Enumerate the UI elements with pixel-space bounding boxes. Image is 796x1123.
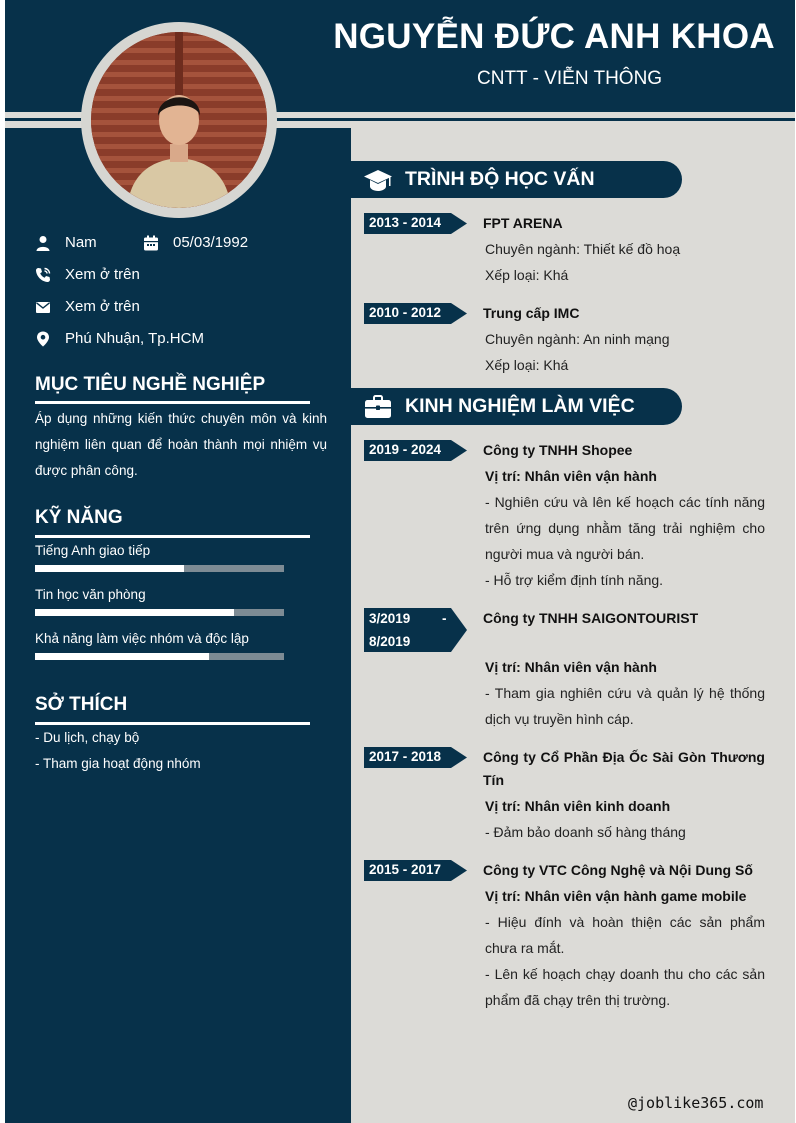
hobbies-rule [35,722,310,725]
skill-label: Tin học văn phòng [35,587,146,602]
experience-company: Công ty VTC Công Nghệ và Nội Dung Số [483,862,753,878]
briefcase-icon [363,392,393,422]
birthdate-row [143,234,248,251]
experience-position: Vị trí: Nhân viên vận hành [485,659,657,675]
gender-row [35,234,97,251]
education-heading: TRÌNH ĐỘ HỌC VẤN [405,168,595,190]
experience-period-tag [364,860,467,881]
address-row [35,330,204,347]
experience-duty: - Tham gia nghiên cứu và quản lý hệ thống dịch vụ truyền hình cáp. [485,685,765,727]
experience-heading: KINH NGHIỆM LÀM VIỆC [405,395,635,417]
hobby-item: - Tham gia hoạt động nhóm [35,756,201,771]
skill-bar [35,565,284,572]
objective-rule [35,401,310,404]
candidate-subtitle: CNTT - VIỄN THÔNG [477,68,663,89]
envelope-icon [35,299,51,315]
objective-heading: MỤC TIÊU NGHỀ NGHIỆP [35,374,266,395]
experience-period-start: 3/2019 [369,611,411,626]
hobby-item: - Du lịch, chạy bộ [35,730,140,745]
experience-period-tag [364,608,467,652]
email-text: Xem ở trên [65,298,140,315]
experience-company: Công ty TNHH Shopee [483,442,633,458]
experience-period: 2017 - 2018 [369,749,442,764]
user-icon [35,235,51,251]
location-pin-icon [35,331,51,347]
experience-duty: - Đảm bảo doanh số hàng tháng [485,824,686,840]
experience-company: Công ty TNHH SAIGONTOURIST [483,610,699,626]
skill-label: Tiếng Anh giao tiếp [35,543,151,558]
watermark: @joblike365.com [628,1094,764,1112]
graduation-cap-icon [363,165,393,195]
gender-text: Nam [65,234,97,251]
experience-company: Công ty Cổ Phần Địa Ốc Sài Gòn Thương Tín [483,749,765,788]
education-period: 2013 - 2014 [369,215,442,230]
experience-period: 2019 - 2024 [369,442,442,457]
experience-period-separator: - [442,611,447,626]
experience-period: 2015 - 2017 [369,862,442,877]
objective-text: Áp dụng những kiến thức chuyên môn và kinh nghiệm liên quan để hoàn thành mọi nhiệm vụ được phân công. [35,411,327,478]
education-major: Chuyên ngành: An ninh mạng [485,331,670,347]
skills-heading: KỸ NĂNG [35,507,123,528]
education-period-tag [364,213,467,234]
education-period: 2010 - 2012 [369,305,442,320]
experience-duty: - Hỗ trợ kiểm định tính năng. [485,572,664,588]
experience-section-header [351,388,682,425]
birthdate-text: 05/03/1992 [173,234,249,251]
experience-period-tag [364,747,467,768]
education-section-header [351,161,682,198]
address-text: Phú Nhuận, Tp.HCM [65,330,204,347]
phone-text: Xem ở trên [65,266,140,283]
phone-icon [35,267,51,283]
avatar [91,32,267,208]
calendar-icon [143,235,159,251]
education-school: Trung cấp IMC [483,305,580,321]
experience-period-end: 8/2019 [369,634,411,649]
experience-duty: - Lên kế hoạch chạy doanh thu cho các sản phẩm đã chạy trên thị trường. [485,966,765,1008]
education-major: Chuyên ngành: Thiết kế đồ hoạ [485,241,681,257]
experience-duty: - Nghiên cứu và lên kế hoạch các tính năng trên ứng dụng nhằm tăng trải nghiệm cho người mua và người bán. [485,494,765,562]
skill-bar [35,609,284,616]
experience-duty: - Hiệu đính và hoàn thiện các sản phẩm chưa ra mắt. [485,914,765,956]
experience-period-tag [364,440,467,461]
phone-row [35,266,140,283]
skill-bar-fill [35,653,209,660]
education-grade: Xếp loại: Khá [485,357,569,373]
experience-position: Vị trí: Nhân viên vận hành [485,468,657,484]
skill-bar-fill [35,609,234,616]
candidate-name: NGUYỄN ĐỨC ANH KHOA [333,17,775,56]
education-period-tag [364,303,467,324]
skill-label: Khả năng làm việc nhóm và độc lập [35,631,249,646]
experience-position: Vị trí: Nhân viên kinh doanh [485,798,671,814]
skills-rule [35,535,310,538]
skill-bar-fill [35,565,184,572]
skill-bar [35,653,284,660]
email-row [35,298,140,315]
education-school: FPT ARENA [483,215,563,231]
education-grade: Xếp loại: Khá [485,267,569,283]
resume-page [5,0,795,1123]
hobbies-heading: SỞ THÍCH [35,694,128,715]
experience-position: Vị trí: Nhân viên vận hành game mobile [485,888,747,904]
